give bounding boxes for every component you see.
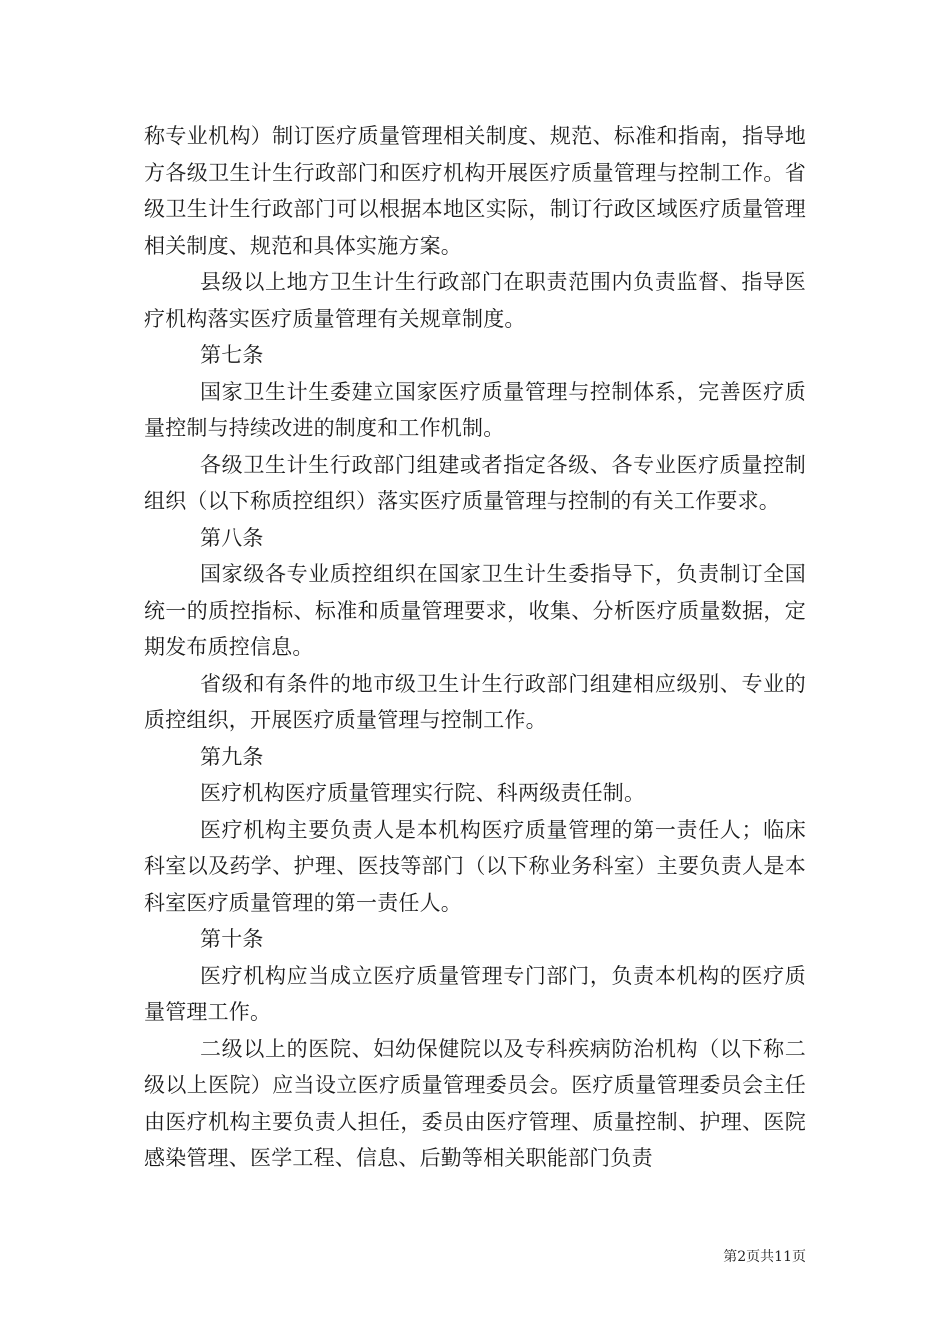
paragraph: 各级卫生计生行政部门组建或者指定各级、各专业医疗质量控制组织（以下称质控组织）落实医疗质量管理与控制的有关工作要求。 <box>144 452 806 513</box>
article-heading: 第七条 <box>200 343 264 367</box>
article-heading: 第十条 <box>200 927 264 951</box>
article-heading: 第八条 <box>200 525 264 550</box>
article-heading: 第九条 <box>200 744 264 769</box>
document-body <box>144 118 806 1177</box>
paragraph: 县级以上地方卫生计生行政部门在职责范围内负责监督、指导医疗机构落实医疗质量管理有关规章制度。 <box>144 270 806 331</box>
paragraph: 医疗机构应当成立医疗质量管理专门部门，负责本机构的医疗质量管理工作。 <box>144 963 806 1024</box>
paragraph: 国家级各专业质控组织在国家卫生计生委指导下，负责制订全国统一的质控指标、标准和质量管理要求，收集、分析医疗质量数据，定期发布质控信息。 <box>144 562 806 659</box>
paragraph: 医疗机构主要负责人是本机构医疗质量管理的第一责任人；临床科室以及药学、护理、医技等部门（以下称业务科室）主要负责人是本科室医疗质量管理的第一责任人。 <box>144 817 806 915</box>
paragraph: 医疗机构医疗质量管理实行院、科两级责任制。 <box>200 781 646 805</box>
paragraph: 国家卫生计生委建立国家医疗质量管理与控制体系，完善医疗质量控制与持续改进的制度和工作机制。 <box>144 379 806 440</box>
page-number: 第2页共11页 <box>723 1249 806 1265</box>
paragraph: 二级以上的医院、妇幼保健院以及专科疾病防治机构（以下称二级以上医院）应当设立医疗质量管理委员会。医疗质量管理委员会主任由医疗机构主要负责人担任，委员由医疗管理、质量控制、护理、医院感染管理、医学工程、信息、后勤等相关职能部门负责 <box>144 1036 806 1170</box>
paragraph: 省级和有条件的地市级卫生计生行政部门组建相应级别、专业的质控组织，开展医疗质量管理与控制工作。 <box>144 671 806 732</box>
paragraph: 称专业机构）制订医疗质量管理相关制度、规范、标准和指南，指导地方各级卫生计生行政部门和医疗机构开展医疗质量管理与控制工作。省级卫生计生行政部门可以根据本地区实际，制订行政区域医疗质量管理相关制度、规范和具体实施方案。 <box>144 124 806 258</box>
